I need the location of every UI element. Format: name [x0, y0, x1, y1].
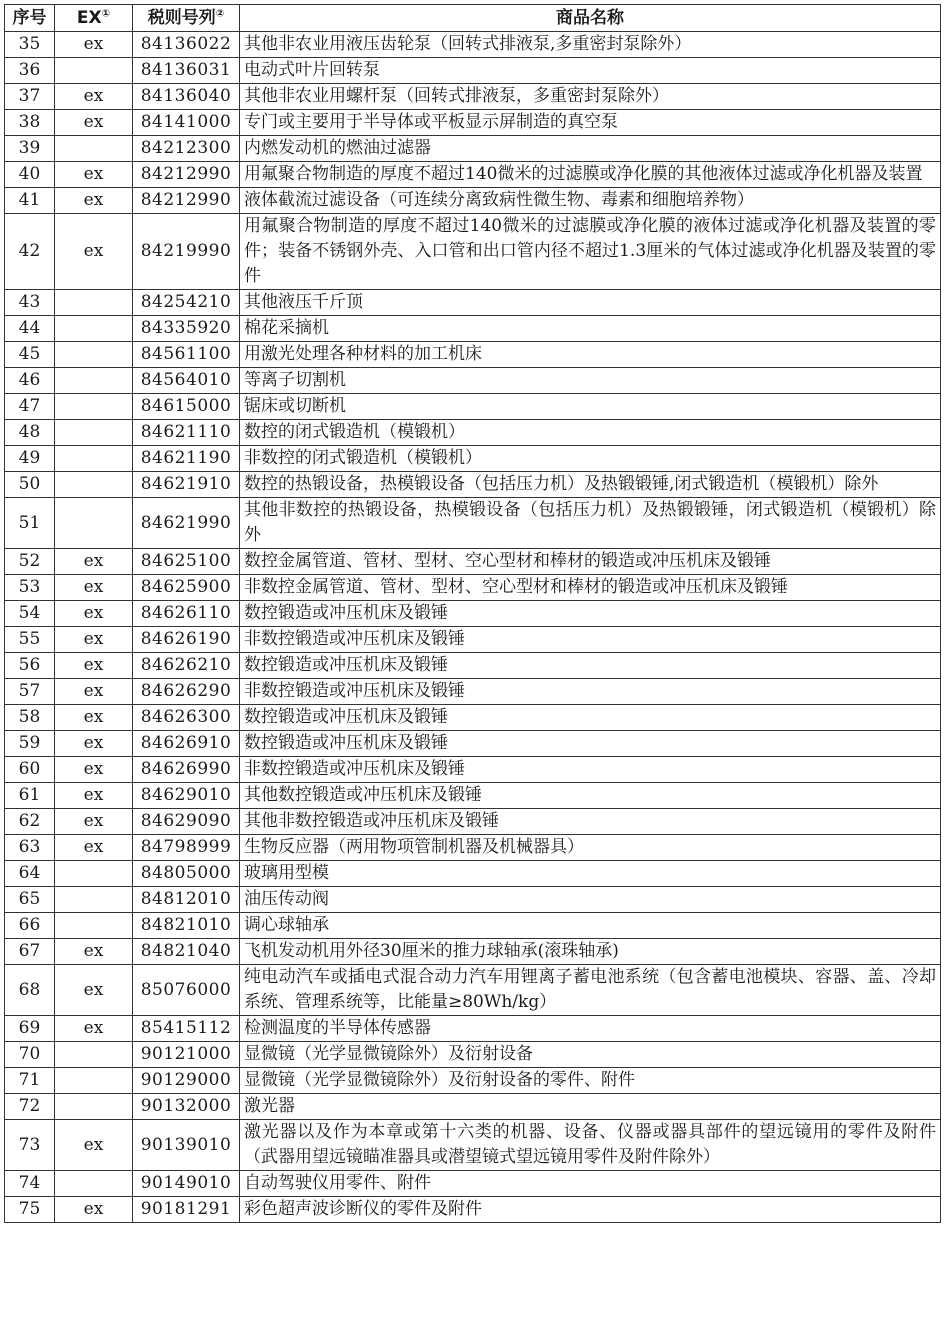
- cell-name: 非数控锻造或冲压机床及锻锤: [240, 679, 941, 705]
- cell-code: 84219990: [133, 214, 240, 290]
- cell-no: 60: [5, 757, 55, 783]
- cell-no: 70: [5, 1042, 55, 1068]
- cell-no: 41: [5, 188, 55, 214]
- cell-name: 其他非数控的热锻设备，热模锻设备（包括压力机）及热锻锻锤，闭式锻造机（模锻机）除外: [240, 498, 941, 549]
- cell-ex: ex: [55, 627, 133, 653]
- cell-name: 用氟聚合物制造的厚度不超过140微米的过滤膜或净化膜的其他液体过滤或净化机器及装置: [240, 162, 941, 188]
- cell-name: 纯电动汽车或插电式混合动力汽车用锂离子蓄电池系统（包含蓄电池模块、容器、盖、冷却系统、管理系统等，比能量≥80Wh/kg）: [240, 965, 941, 1016]
- cell-no: 38: [5, 110, 55, 136]
- cell-name: 等离子切割机: [240, 368, 941, 394]
- cell-name: 数控的闭式锻造机（模锻机）: [240, 420, 941, 446]
- cell-code: 84621110: [133, 420, 240, 446]
- cell-no: 68: [5, 965, 55, 1016]
- cell-no: 55: [5, 627, 55, 653]
- cell-no: 52: [5, 549, 55, 575]
- cell-ex: ex: [55, 1120, 133, 1171]
- cell-ex: [55, 136, 133, 162]
- cell-name: 用激光处理各种材料的加工机床: [240, 342, 941, 368]
- cell-code: 84136022: [133, 32, 240, 58]
- cell-code: 90149010: [133, 1171, 240, 1197]
- cell-name: 其他非农业用螺杆泵（回转式排液泵，多重密封泵除外）: [240, 84, 941, 110]
- cell-ex: [55, 861, 133, 887]
- cell-no: 72: [5, 1094, 55, 1120]
- cell-code: 85415112: [133, 1016, 240, 1042]
- cell-ex: [55, 316, 133, 342]
- cell-ex: [55, 1171, 133, 1197]
- cell-name: 非数控的闭式锻造机（模锻机）: [240, 446, 941, 472]
- table-row: [5, 446, 941, 472]
- cell-code: 90132000: [133, 1094, 240, 1120]
- table-row: [5, 575, 941, 601]
- cell-no: 64: [5, 861, 55, 887]
- cell-code: 84621190: [133, 446, 240, 472]
- cell-ex: [55, 342, 133, 368]
- cell-name: 数控锻造或冲压机床及锻锤: [240, 731, 941, 757]
- cell-name: 玻璃用型模: [240, 861, 941, 887]
- table-row: [5, 162, 941, 188]
- cell-name: 飞机发动机用外径30厘米的推力球轴承(滚珠轴承): [240, 939, 941, 965]
- cell-code: 84626210: [133, 653, 240, 679]
- cell-no: 58: [5, 705, 55, 731]
- cell-code: 84561100: [133, 342, 240, 368]
- table-row: [5, 214, 941, 290]
- cell-ex: [55, 1094, 133, 1120]
- table-body: [5, 32, 941, 1223]
- cell-code: 84805000: [133, 861, 240, 887]
- table-row: [5, 394, 941, 420]
- table-row: [5, 835, 941, 861]
- cell-no: 56: [5, 653, 55, 679]
- cell-no: 62: [5, 809, 55, 835]
- cell-no: 35: [5, 32, 55, 58]
- cell-ex: ex: [55, 653, 133, 679]
- cell-no: 51: [5, 498, 55, 549]
- cell-name: 彩色超声波诊断仪的零件及附件: [240, 1197, 941, 1223]
- cell-no: 39: [5, 136, 55, 162]
- cell-code: 84821040: [133, 939, 240, 965]
- cell-ex: ex: [55, 110, 133, 136]
- cell-ex: ex: [55, 1197, 133, 1223]
- cell-ex: ex: [55, 188, 133, 214]
- cell-code: 84626990: [133, 757, 240, 783]
- cell-ex: [55, 913, 133, 939]
- cell-name: 数控锻造或冲压机床及锻锤: [240, 705, 941, 731]
- cell-code: 84621910: [133, 472, 240, 498]
- table-row: [5, 32, 941, 58]
- cell-name: 检测温度的半导体传感器: [240, 1016, 941, 1042]
- cell-code: 84625100: [133, 549, 240, 575]
- cell-code: 84798999: [133, 835, 240, 861]
- cell-code: 84564010: [133, 368, 240, 394]
- table-row: [5, 939, 941, 965]
- cell-no: 49: [5, 446, 55, 472]
- header-row: [5, 5, 941, 32]
- cell-code: 85076000: [133, 965, 240, 1016]
- cell-code: 84625900: [133, 575, 240, 601]
- cell-no: 61: [5, 783, 55, 809]
- table-row: [5, 84, 941, 110]
- cell-name: 非数控金属管道、管材、型材、空心型材和棒材的锻造或冲压机床及锻锤: [240, 575, 941, 601]
- cell-ex: ex: [55, 939, 133, 965]
- cell-no: 57: [5, 679, 55, 705]
- cell-code: 84626110: [133, 601, 240, 627]
- cell-code: 84821010: [133, 913, 240, 939]
- cell-code: 84212990: [133, 162, 240, 188]
- cell-ex: [55, 368, 133, 394]
- cell-no: 59: [5, 731, 55, 757]
- header-code: 税则号列②: [133, 5, 240, 32]
- cell-name: 调心球轴承: [240, 913, 941, 939]
- table-row: [5, 58, 941, 84]
- cell-name: 激光器: [240, 1094, 941, 1120]
- footnote-mark-code: ②: [215, 7, 225, 19]
- cell-code: 84212990: [133, 188, 240, 214]
- cell-ex: [55, 420, 133, 446]
- cell-no: 73: [5, 1120, 55, 1171]
- cell-no: 40: [5, 162, 55, 188]
- cell-no: 69: [5, 1016, 55, 1042]
- table-row: [5, 498, 941, 549]
- cell-name: 数控的热锻设备，热模锻设备（包括压力机）及热锻锻锤,闭式锻造机（模锻机）除外: [240, 472, 941, 498]
- table-row: [5, 110, 941, 136]
- table-row: [5, 1197, 941, 1223]
- cell-no: 54: [5, 601, 55, 627]
- cell-code: 84136031: [133, 58, 240, 84]
- cell-no: 46: [5, 368, 55, 394]
- cell-no: 71: [5, 1068, 55, 1094]
- table-row: [5, 731, 941, 757]
- cell-name: 数控锻造或冲压机床及锻锤: [240, 653, 941, 679]
- table-row: [5, 965, 941, 1016]
- table-row: [5, 549, 941, 575]
- cell-name: 激光器以及作为本章或第十六类的机器、设备、仪器或器具部件的望远镜用的零件及附件（武器用望远镜瞄准器具或潜望镜式望远镜用零件及附件除外）: [240, 1120, 941, 1171]
- table-row: [5, 1094, 941, 1120]
- cell-ex: [55, 1068, 133, 1094]
- tariff-table: [4, 4, 941, 1223]
- cell-code: 90129000: [133, 1068, 240, 1094]
- cell-code: 84629090: [133, 809, 240, 835]
- cell-no: 36: [5, 58, 55, 84]
- header-no: 序号: [5, 5, 55, 32]
- header-name: 商品名称: [240, 5, 941, 32]
- cell-ex: ex: [55, 835, 133, 861]
- table-row: [5, 627, 941, 653]
- cell-ex: [55, 394, 133, 420]
- cell-ex: ex: [55, 84, 133, 110]
- cell-code: 84335920: [133, 316, 240, 342]
- cell-no: 53: [5, 575, 55, 601]
- cell-name: 其他非农业用液压齿轮泵（回转式排液泵,多重密封泵除外）: [240, 32, 941, 58]
- cell-code: 90139010: [133, 1120, 240, 1171]
- table-row: [5, 1016, 941, 1042]
- cell-ex: ex: [55, 965, 133, 1016]
- cell-code: 84812010: [133, 887, 240, 913]
- cell-name: 专门或主要用于半导体或平板显示屏制造的真空泵: [240, 110, 941, 136]
- table-row: [5, 783, 941, 809]
- cell-ex: ex: [55, 32, 133, 58]
- cell-code: 90181291: [133, 1197, 240, 1223]
- cell-code: 84254210: [133, 290, 240, 316]
- cell-code: 84136040: [133, 84, 240, 110]
- cell-name: 液体截流过滤设备（可连续分离致病性微生物、毒素和细胞培养物）: [240, 188, 941, 214]
- table-row: [5, 705, 941, 731]
- cell-code: 84626290: [133, 679, 240, 705]
- table-row: [5, 913, 941, 939]
- cell-code: 84141000: [133, 110, 240, 136]
- cell-ex: ex: [55, 214, 133, 290]
- cell-name: 显微镜（光学显微镜除外）及衍射设备的零件、附件: [240, 1068, 941, 1094]
- table-row: [5, 887, 941, 913]
- cell-ex: ex: [55, 549, 133, 575]
- table-row: [5, 136, 941, 162]
- cell-name: 油压传动阀: [240, 887, 941, 913]
- cell-ex: ex: [55, 809, 133, 835]
- cell-name: 其他液压千斤顶: [240, 290, 941, 316]
- table-row: [5, 1171, 941, 1197]
- cell-name: 非数控锻造或冲压机床及锻锤: [240, 627, 941, 653]
- table-row: [5, 342, 941, 368]
- cell-ex: [55, 472, 133, 498]
- table-row: [5, 679, 941, 705]
- footnote-mark-ex: ①: [101, 7, 111, 19]
- cell-name: 内燃发动机的燃油过滤器: [240, 136, 941, 162]
- cell-ex: ex: [55, 1016, 133, 1042]
- cell-no: 37: [5, 84, 55, 110]
- cell-name: 数控金属管道、管材、型材、空心型材和棒材的锻造或冲压机床及锻锤: [240, 549, 941, 575]
- cell-no: 65: [5, 887, 55, 913]
- cell-ex: [55, 446, 133, 472]
- table-row: [5, 472, 941, 498]
- cell-ex: ex: [55, 757, 133, 783]
- table-row: [5, 420, 941, 446]
- cell-no: 48: [5, 420, 55, 446]
- cell-ex: ex: [55, 705, 133, 731]
- cell-name: 数控锻造或冲压机床及锻锤: [240, 601, 941, 627]
- cell-code: 84626190: [133, 627, 240, 653]
- cell-ex: [55, 498, 133, 549]
- cell-code: 84615000: [133, 394, 240, 420]
- table-row: [5, 757, 941, 783]
- header-ex: EX①: [55, 5, 133, 32]
- cell-ex: [55, 58, 133, 84]
- table-row: [5, 809, 941, 835]
- table-row: [5, 653, 941, 679]
- cell-no: 47: [5, 394, 55, 420]
- cell-no: 43: [5, 290, 55, 316]
- table-row: [5, 290, 941, 316]
- cell-no: 74: [5, 1171, 55, 1197]
- table-row: [5, 188, 941, 214]
- cell-name: 自动驾驶仪用零件、附件: [240, 1171, 941, 1197]
- cell-ex: ex: [55, 679, 133, 705]
- cell-code: 84621990: [133, 498, 240, 549]
- table-row: [5, 1120, 941, 1171]
- cell-ex: ex: [55, 731, 133, 757]
- cell-name: 其他数控锻造或冲压机床及锻锤: [240, 783, 941, 809]
- table-row: [5, 1068, 941, 1094]
- cell-name: 显微镜（光学显微镜除外）及衍射设备: [240, 1042, 941, 1068]
- cell-code: 84212300: [133, 136, 240, 162]
- cell-no: 42: [5, 214, 55, 290]
- cell-no: 66: [5, 913, 55, 939]
- cell-no: 63: [5, 835, 55, 861]
- cell-name: 锯床或切断机: [240, 394, 941, 420]
- cell-ex: ex: [55, 575, 133, 601]
- cell-ex: [55, 887, 133, 913]
- cell-code: 84626910: [133, 731, 240, 757]
- cell-code: 84629010: [133, 783, 240, 809]
- cell-no: 45: [5, 342, 55, 368]
- cell-name: 棉花采摘机: [240, 316, 941, 342]
- table-row: [5, 368, 941, 394]
- cell-ex: [55, 1042, 133, 1068]
- cell-ex: ex: [55, 162, 133, 188]
- table-row: [5, 601, 941, 627]
- cell-name: 其他非数控锻造或冲压机床及锻锤: [240, 809, 941, 835]
- cell-ex: ex: [55, 783, 133, 809]
- cell-code: 90121000: [133, 1042, 240, 1068]
- table-row: [5, 1042, 941, 1068]
- cell-name: 电动式叶片回转泵: [240, 58, 941, 84]
- table-row: [5, 316, 941, 342]
- cell-no: 50: [5, 472, 55, 498]
- table-row: [5, 861, 941, 887]
- cell-no: 75: [5, 1197, 55, 1223]
- cell-name: 用氟聚合物制造的厚度不超过140微米的过滤膜或净化膜的液体过滤或净化机器及装置的零件；装备不锈钢外壳、入口管和出口管内径不超过1.3厘米的气体过滤或净化机器及装置的零件: [240, 214, 941, 290]
- cell-name: 非数控锻造或冲压机床及锻锤: [240, 757, 941, 783]
- cell-no: 67: [5, 939, 55, 965]
- cell-no: 44: [5, 316, 55, 342]
- cell-name: 生物反应器（两用物项管制机器及机械器具）: [240, 835, 941, 861]
- cell-code: 84626300: [133, 705, 240, 731]
- cell-ex: [55, 290, 133, 316]
- cell-ex: ex: [55, 601, 133, 627]
